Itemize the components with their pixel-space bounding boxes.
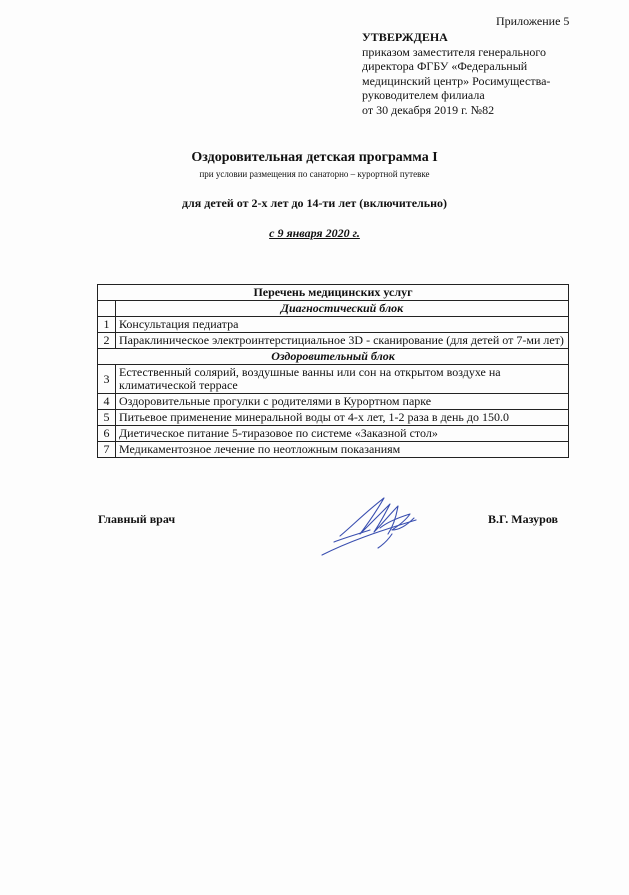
approval-line: от 30 декабря 2019 г. №82 <box>362 102 495 117</box>
program-start-date: с 9 января 2020 г. <box>269 226 360 240</box>
table-header: Перечень медицинских услуг <box>98 285 569 301</box>
row-number: 1 <box>98 317 116 333</box>
signatory-position: Главный врач <box>98 512 176 526</box>
row-service: Оздоровительные прогулки с родителями в Курортном парке <box>116 394 569 410</box>
block-title-diagnostic: Диагностический блок <box>116 301 569 317</box>
approval-block <box>362 30 550 117</box>
table-block-row <box>98 349 569 365</box>
services-table <box>97 284 569 458</box>
approval-line: приказом заместителя генерального <box>362 44 546 59</box>
program-age-range: для детей от 2-х лет до 14-ти лет (включительно) <box>181 196 448 210</box>
program-title: Оздоровительная детская программа I <box>191 150 438 165</box>
table-spacer-row <box>98 301 569 317</box>
row-service: Диетическое питание 5-тиразовое по системе «Заказной стол» <box>116 426 569 442</box>
table-row <box>98 426 569 442</box>
table-row <box>98 365 569 394</box>
table-row <box>98 410 569 426</box>
table-row <box>98 333 569 349</box>
block-title-health: Оздоровительный блок <box>98 349 569 365</box>
table-row <box>98 394 569 410</box>
row-number: 2 <box>98 333 116 349</box>
row-number: 7 <box>98 442 116 458</box>
program-subtitle: при условии размещения по санаторно – курортной путевке <box>199 169 430 179</box>
signature-image <box>318 490 428 560</box>
approval-line: медицинский центр» Росимущества- <box>362 73 551 88</box>
row-number: 3 <box>98 365 116 394</box>
row-service: Питьевое применение минеральной воды от 4-х лет, 1-2 раза в день до 150.0 <box>116 410 569 426</box>
row-service: Консультация педиатра <box>116 317 569 333</box>
row-number: 4 <box>98 394 116 410</box>
approval-line: директора ФГБУ «Федеральный <box>362 59 528 73</box>
approval-line: руководителем филиала <box>362 88 485 102</box>
table-header-row <box>98 285 569 301</box>
row-service: Естественный солярий, воздушные ванны или сон на открытом воздухе на климатической террасе <box>116 365 569 394</box>
table-row <box>98 317 569 333</box>
table-row <box>98 442 569 458</box>
row-service: Параклиническое электроинтерстициальное 3D - сканирование (для детей от 7-ми лет) <box>116 333 569 349</box>
row-number: 5 <box>98 410 116 426</box>
approval-title: УТВЕРЖДЕНА <box>362 30 448 44</box>
signatory-name: В.Г. Мазуров <box>488 512 559 526</box>
row-number: 6 <box>98 426 116 442</box>
row-service: Медикаментозное лечение по неотложным показаниям <box>116 442 569 458</box>
appendix-label: Приложение 5 <box>496 14 570 28</box>
